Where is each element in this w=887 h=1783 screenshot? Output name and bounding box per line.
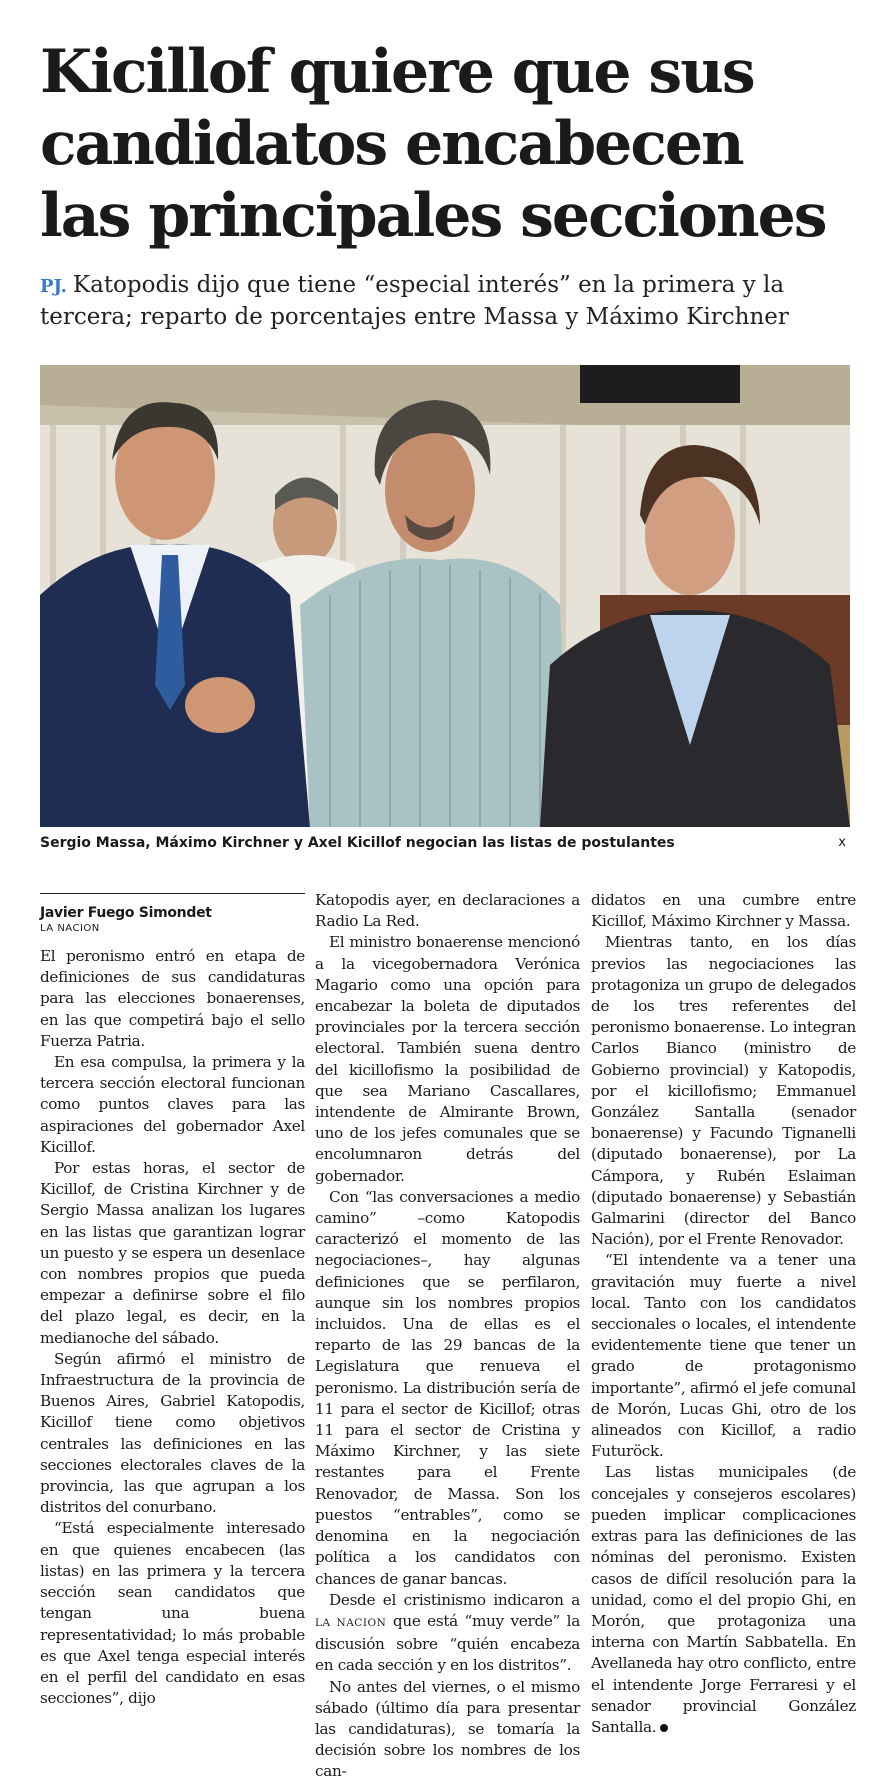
paragraph: Katopodis ayer, en declaraciones a Radio La Red.: [315, 891, 580, 931]
paragraph: Por estas horas, el sector de Kicillof, de Cristina Kirchner y de Sergio Massa analizan los lugares en las listas que garantizan lograr un puesto y se espera un desenlace con nombres propios que pueda empezar a definirse sobre el filo del plazo legal, es decir, en la medianoche del sábado.: [40, 1159, 305, 1347]
paragraph: El peronismo entró en etapa de definiciones de sus candidaturas para las elecciones bonaerenses, en las que competirá bajo el sello Fuerza Patria.: [40, 947, 305, 1050]
paragraph: Con “las conversaciones a medio camino” –como Katopodis caracterizó el momento de las negociaciones–, hay algunas definiciones que se perfilaron, aunque sin los nombres propios incluidos. Una de ellas es el reparto de las 29 bancas de la Legislatura que renueva el peronismo. La distribución sería de 11 para el sector de Kicillof; otras 11 para el sector de Cristina y Máximo Kirchner, y las siete restantes para el Frente Renovador, de Massa. Son los puestos “entrables”, como se denomina en la negociación política a los candidatos con chances de ganar bancas.: [315, 1187, 580, 1588]
article-column-3: [591, 890, 856, 1738]
article-column-2: [315, 890, 580, 1783]
paragraph: El ministro bonaerense mencionó a la vicegobernadora Verónica Magario como una opción para encabezar la boleta de diputados provinciales por la tercera sección electoral. También suena dentro del kicillofismo la posibilidad de que sea Mariano Cascallares, intendente de Almirante Brown, uno de los jefes comunales que se encolumnaron detrás del gobernador.: [315, 933, 580, 1185]
subheadline: [40, 270, 860, 332]
headline-line-2: candidatos encabecen: [40, 109, 743, 179]
paragraph: “Está especialmente interesado en que quienes encabecen (las listas) en las primera y la tercera sección sean candidatos que tengan una buena representatividad; lo más probable es que Axel tenga especial interés en el perfil del candidato en esas secciones”, dijo: [40, 1519, 305, 1708]
photo-credit: x: [838, 835, 846, 850]
news-photo: [40, 365, 850, 827]
paragraph: “El intendente va a tener una gravitación muy fuerte a nivel local. Tanto con los candidatos seccionales o locales, el intendente evidentemente tiene que tener un grado de protagonismo importante”, afirmó el jefe comunal de Morón, Lucas Ghi, otro de los alineados con Kicillof, a radio Futuröck.: [591, 1251, 856, 1461]
paragraph: Mientras tanto, en los días previos las negociaciones las protagoniza un grupo de delegados de los tres referentes del peronismo bonaerense. Lo integran Carlos Bianco (ministro de Gobierno provincial) y Katopodis, por el kicillofismo; Emmanuel González Santalla (senador bonaerense) y Facundo Tignanelli (diputado bonaerense), por La Cámpora, y Rubén Eslaiman (diputado bonaerense) y Sebastián Galmarini (director del Banco Nación), por el Frente Renovador.: [591, 933, 856, 1249]
paragraph-text: Las listas municipales (de concejales y consejeros escolares) pueden implicar complicaciones extras para las definiciones de las nóminas del peronismo. Existen casos de difícil resolución para la unidad, como el del propio Ghi, en Morón, que protagoniza una interna con Martín Sabbatella. En Avellaneda hay otro conflicto, entre el intendente Jorge Ferraresi y el senador provincial González Santalla.: [591, 1463, 856, 1736]
paragraph: No antes del viernes, o el mismo sábado (último día para presentar las candidaturas), se tomaría la decisión sobre los nombres de los can-: [315, 1677, 580, 1781]
outlet-mention: LA NACION: [315, 1616, 387, 1629]
subheadline-line-1: [40, 270, 860, 302]
byline-author: Javier Fuego Simondet: [40, 905, 212, 921]
paragraph: Según afirmó el ministro de Infraestructura de la provincia de Buenos Aires, Gabriel Katopodis, Kicillof tiene como objetivos centrales las definiciones en las secciones electorales claves de la provincia, las que agrupan a los distritos del conurbano.: [40, 1349, 305, 1517]
paragraph-text: Desde el cristinismo indicaron a: [329, 1590, 580, 1609]
paragraph: [591, 1462, 856, 1738]
end-mark-icon: [660, 1724, 668, 1732]
paragraph: [315, 1590, 580, 1677]
subheadline-text-2: tercera; reparto de porcentajes entre Massa y Máximo Kirchner: [40, 304, 789, 330]
caption-text: Sergio Massa, Máximo Kirchner y Axel Kicillof negocian las listas de postulantes: [40, 835, 675, 851]
byline-outlet: LA NACION: [40, 923, 100, 934]
subheadline-text-1: Katopodis dijo que tiene “especial interés” en la primera y la: [72, 272, 785, 298]
photo-caption: [40, 832, 850, 854]
photo-illustration: [40, 365, 850, 827]
byline-divider: [40, 893, 305, 894]
paragraph: didatos en una cumbre entre Kicillof, Máximo Kirchner y Massa.: [591, 891, 856, 931]
paragraph-text: que está “muy verde” la discusión sobre “quién encabeza en cada sección y en los distritos”.: [315, 1611, 580, 1675]
section-tag: PJ.: [40, 276, 67, 297]
headline-line-3: las principales secciones: [40, 181, 826, 251]
headline: [40, 36, 860, 252]
headline-line-1: Kicillof quiere que sus: [40, 37, 754, 107]
paragraph: En esa compulsa, la primera y la tercera sección electoral funcionan como puntos claves para las aspiraciones del gobernador Axel Kicillof.: [40, 1053, 305, 1156]
article-column-1: [40, 893, 305, 1709]
